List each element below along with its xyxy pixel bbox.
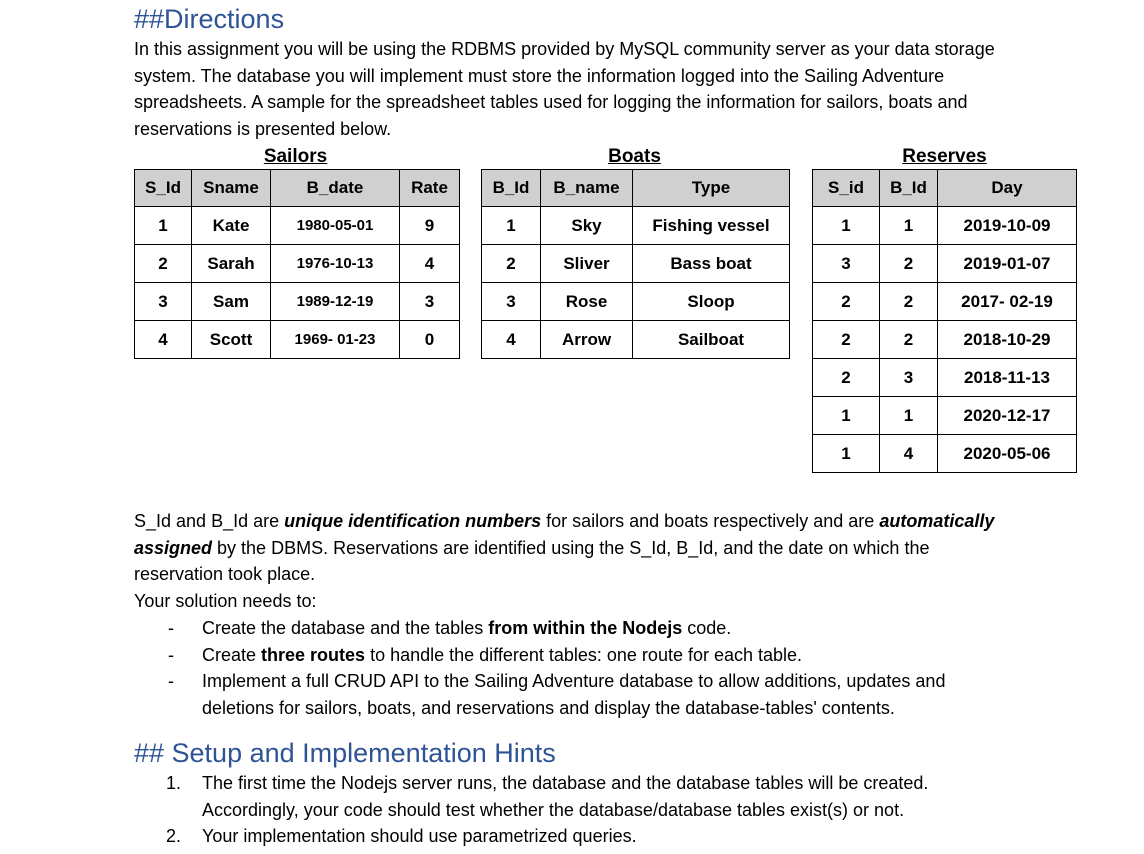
table-cell: 1 [813,435,880,473]
table-row [135,321,460,359]
notes-text: by the DBMS. Reservations are identified using the S_Id, B_Id, and the date on which the reservation took place. [134,537,930,585]
table-row [813,435,1077,473]
table-cell: 1 [135,207,192,245]
list-item-text: Create the database and the tables [202,618,489,638]
list-item-text: The first time the Nodejs server runs, the database and the database tables will be created. Accordingly, your code should test whether the database/database tables exist(s) or not. [202,773,929,820]
table-cell: 2018-10-29 [938,321,1077,359]
sailors-table [134,169,460,359]
table-cell: 1969- 01-23 [271,321,400,359]
hints-list [134,770,1014,850]
table-cell: Sky [541,207,633,245]
table-cell: 2019-01-07 [938,245,1077,283]
table-row [482,283,790,321]
reserves-header-bid: B_Id [880,170,938,207]
table-cell: Sailboat [633,321,790,359]
table-cell: Arrow [541,321,633,359]
list-item-bold: from within the Nodejs [488,618,683,638]
list-item [134,615,1014,642]
table-cell: 3 [400,283,460,321]
boats-table [481,169,790,359]
list-item-text: to handle the different tables: one route for each table. [365,644,803,665]
table-cell: 2 [880,245,938,283]
table-cell: Sloop [633,283,790,321]
table-header-row [135,170,460,207]
notes-paragraph [134,508,1014,615]
table-row [482,245,790,283]
list-number: 1. [166,773,182,793]
table-cell: 2018-11-13 [938,359,1077,397]
table-cell: 1980-05-01 [271,207,400,245]
table-cell: 2019-10-09 [938,207,1077,245]
notes-text: for sailors and boats respectively and are [541,511,880,531]
table-row [482,321,790,359]
table-cell: 3 [482,283,541,321]
table-cell: 4 [400,245,460,283]
table-cell: 1 [482,207,541,245]
list-item [134,770,1014,823]
table-cell: 1 [813,397,880,435]
table-cell: 2020-12-17 [938,397,1077,435]
table-cell: 0 [400,321,460,359]
list-item-text: Implement a full CRUD API to the Sailing Adventure database to allow additions, updates and deletions for sailors, boats, and reservations and display the database-tables' contents. [202,671,946,719]
table-cell: Sliver [541,245,633,283]
list-item-bold: three routes [261,644,366,665]
table-cell: Rose [541,283,633,321]
table-cell: 4 [135,321,192,359]
table-cell: Kate [192,207,271,245]
table-cell: 2 [880,321,938,359]
list-item [134,668,1014,721]
table-cell: 3 [880,359,938,397]
table-row [813,321,1077,359]
sailors-header-bdate: B_date [271,170,400,207]
sailors-caption: Sailors [263,146,328,167]
list-item-text: code. [682,618,732,638]
table-cell: 1989-12-19 [271,283,400,321]
table-cell: 9 [400,207,460,245]
table-cell: 1 [880,207,938,245]
table-cell: 2 [813,283,880,321]
notes-emphasis-auto-assigned: automatically assigned [134,511,995,558]
table-cell: 2017- 02-19 [938,283,1077,321]
table-row [135,207,460,245]
table-cell: 1 [813,207,880,245]
table-header-row [813,170,1077,207]
table-cell: Sam [192,283,271,321]
table-row [813,245,1077,283]
boats-caption: Boats [608,146,661,167]
table-cell: 1 [880,397,938,435]
table-row [135,283,460,321]
reserves-table [812,169,1077,473]
table-cell: 2 [482,245,541,283]
boats-header-bname: B_name [541,170,633,207]
table-cell: 4 [482,321,541,359]
table-row [482,207,790,245]
table-cell: 2 [135,245,192,283]
dash-bullet: - [168,618,174,638]
table-cell: 2020-05-06 [938,435,1077,473]
table-row [813,397,1077,435]
list-item-text: Create [202,644,262,665]
boats-header-bid: B_Id [482,170,541,207]
list-item-text: Your implementation should use parametrized queries. [202,826,637,847]
table-header-row [482,170,790,207]
heading-directions: ##Directions [134,4,285,34]
notes-solution-intro: Your solution needs to: [134,591,317,612]
table-row [813,207,1077,245]
sailors-header-sname: Sname [192,170,271,207]
table-cell: 2 [880,283,938,321]
sailors-header-sid: S_Id [135,170,192,207]
dash-bullet: - [168,644,174,665]
reserves-header-day: Day [938,170,1077,207]
reserves-header-sid: S_id [813,170,880,207]
dash-bullet: - [168,671,174,692]
table-row [813,359,1077,397]
list-item [134,823,1014,850]
table-cell: 2 [813,359,880,397]
list-number: 2. [166,826,182,847]
reserves-caption: Reserves [902,146,987,167]
table-cell: Scott [192,321,271,359]
intro-paragraph: In this assignment you will be using the RDBMS provided by MySQL community server as your data storage system. The database you will implement must store the information logged into the Sailing Adventure spreadsheets. A sample for the spreadsheet tables used for logging the information for sailors, boats and reservations is presented below. [134,39,995,140]
table-cell: Fishing vessel [633,207,790,245]
table-cell: 4 [880,435,938,473]
boats-header-type: Type [633,170,790,207]
directions-list [134,615,1014,722]
table-row [135,245,460,283]
table-cell: 3 [813,245,880,283]
sailors-header-rate: Rate [400,170,460,207]
heading-setup-hints: ## Setup and Implementation Hints [134,738,556,768]
notes-emphasis-unique-ids: unique identification numbers [284,511,542,531]
table-cell: 3 [135,283,192,321]
table-cell: 2 [813,321,880,359]
table-row [813,283,1077,321]
list-item [134,642,1014,669]
table-cell: Bass boat [633,245,790,283]
table-cell: Sarah [192,245,271,283]
notes-text: S_Id and B_Id are [134,511,285,531]
table-cell: 1976-10-13 [271,245,400,283]
